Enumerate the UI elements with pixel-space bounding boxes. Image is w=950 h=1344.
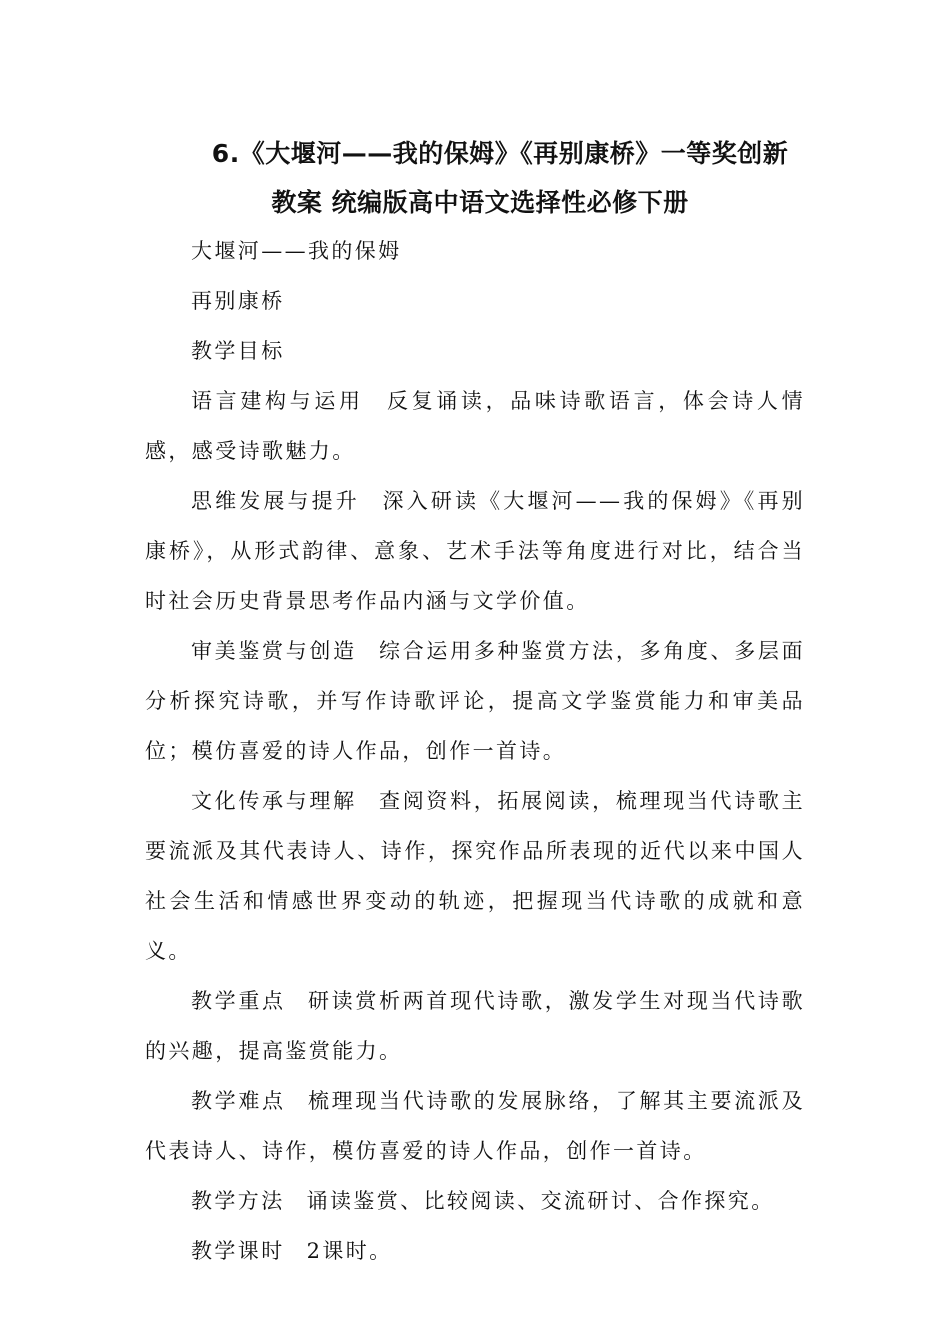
paragraph-lead: 教学重点 — [191, 989, 286, 1013]
paragraph-text: 综合运用多种鉴赏方法，多角度、多层面分析探究诗歌，并写作诗歌评论，提高文学鉴赏能力和审美品位；模仿喜爱的诗人作品，创作一首诗。 — [145, 639, 805, 763]
paragraph-text: 反复诵读，品味诗歌语言，体会诗人情感，感受诗歌魅力。 — [145, 389, 805, 463]
paragraph-goal-language — [145, 376, 805, 476]
paragraph-poem-title-1: 大堰河——我的保姆 — [191, 239, 402, 263]
paragraph-methods — [145, 1176, 805, 1226]
paragraph-lead: 语言建构与运用 — [191, 389, 364, 413]
paragraph-class-hours — [145, 1226, 805, 1276]
paragraph-teaching-goals-heading: 教学目标 — [191, 339, 285, 363]
document-title-line-1: 6.《大堰河——我的保姆》《再别康桥》一等奖创新 — [211, 139, 789, 168]
paragraph-key-points — [145, 976, 805, 1076]
paragraph-text: 2课时。 — [306, 1239, 393, 1263]
paragraph-text: 梳理现当代诗歌的发展脉络，了解其主要流派及代表诗人、诗作，模仿喜爱的诗人作品，创作一首诗。 — [145, 1089, 805, 1163]
paragraph-goal-aesthetic — [145, 626, 805, 776]
paragraph-text: 研读赏析两首现代诗歌，激发学生对现当代诗歌的兴趣，提高鉴赏能力。 — [145, 989, 805, 1063]
paragraph-lead: 教学难点 — [191, 1089, 286, 1113]
paragraph-lead: 教学课时 — [191, 1239, 285, 1263]
document-title-line-2: 教案 统编版高中语文选择性必修下册 — [271, 188, 689, 217]
paragraph-text: 诵读鉴赏、比较阅读、交流研讨、合作探究。 — [306, 1189, 775, 1213]
paragraph-text: 查阅资料，拓展阅读，梳理现当代诗歌主要流派及其代表诗人、诗作，探究作品所表现的近代以来中国人社会生活和情感世界变动的轨迹，把握现当代诗歌的成就和意义。 — [145, 789, 805, 963]
paragraph-text: 深入研读《大堰河——我的保姆》《再别康桥》，从形式韵律、意象、艺术手法等角度进行对比，结合当时社会历史背景思考作品内涵与文学价值。 — [145, 489, 805, 613]
paragraph-difficulties — [145, 1076, 805, 1176]
paragraph-goal-culture — [145, 776, 805, 976]
paragraph-lead: 审美鉴赏与创造 — [191, 639, 357, 663]
paragraph-lead: 文化传承与理解 — [191, 789, 357, 813]
paragraph-poem-title-2: 再别康桥 — [191, 289, 285, 313]
paragraph-goal-thinking — [145, 476, 805, 626]
paragraph-lead: 教学方法 — [191, 1189, 285, 1213]
paragraph-lead: 思维发展与提升 — [191, 489, 360, 513]
document-body — [145, 226, 805, 1276]
